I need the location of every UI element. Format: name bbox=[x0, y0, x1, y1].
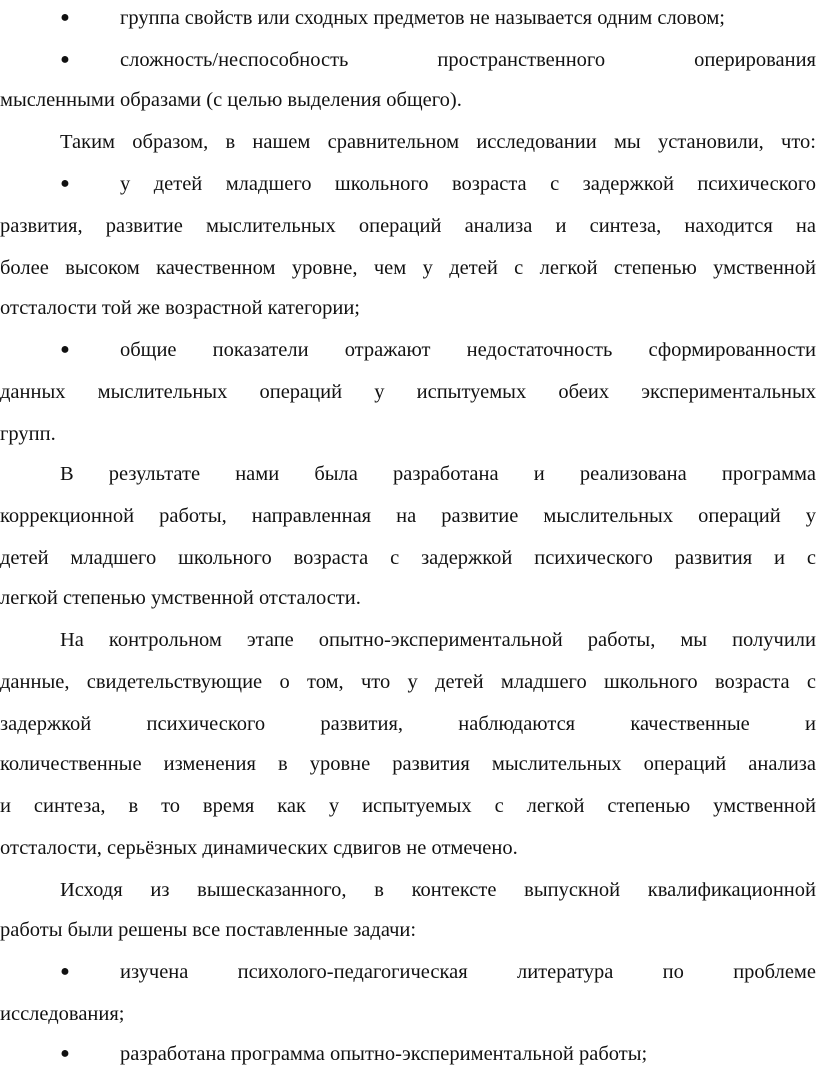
text-line bbox=[0, 538, 816, 578]
text-line bbox=[0, 288, 816, 328]
text-line bbox=[0, 496, 816, 536]
list-item bbox=[0, 40, 816, 80]
text-line bbox=[0, 828, 816, 868]
list-item-text: изучена психолого-педагогическая литература по проблеме bbox=[120, 961, 816, 983]
text-line bbox=[0, 578, 816, 618]
paragraph-line bbox=[0, 122, 816, 162]
continuation-text: и синтеза, в то время как у испытуемых с легкой степенью умственной bbox=[0, 795, 816, 817]
paragraph-line bbox=[0, 870, 816, 910]
bullet-icon: ● bbox=[60, 341, 70, 358]
continuation-text: групп. bbox=[0, 423, 56, 445]
paragraph-line bbox=[0, 620, 816, 660]
continuation-text: легкой степенью умственной отсталости. bbox=[0, 587, 361, 609]
text-line bbox=[0, 372, 816, 412]
paragraph-text: Таким образом, в нашем сравнительном исследовании мы установили, что: bbox=[60, 131, 816, 153]
text-line bbox=[0, 786, 816, 826]
continuation-text: отсталости той же возрастной категории; bbox=[0, 297, 360, 319]
paragraph-text: Исходя из вышесказанного, в контексте выпускной квалификационной bbox=[60, 879, 816, 901]
list-item bbox=[0, 330, 816, 370]
continuation-text: исследования; bbox=[0, 1003, 125, 1025]
list-item bbox=[0, 1034, 816, 1074]
continuation-text: данных мыслительных операций у испытуемых обеих экспериментальных bbox=[0, 381, 816, 403]
paragraph-text: На контрольном этапе опытно-экспериментальной работы, мы получили bbox=[60, 629, 816, 651]
text-line bbox=[0, 910, 816, 950]
continuation-text: коррекционной работы, направленная на развитие мыслительных операций у bbox=[0, 505, 816, 527]
bullet-icon: ● bbox=[60, 51, 70, 68]
text-line bbox=[0, 744, 816, 784]
continuation-text: отсталости, серьёзных динамических сдвигов не отмечено. bbox=[0, 837, 518, 859]
continuation-text: данные, свидетельствующие о том, что у детей младшего школьного возраста с bbox=[0, 671, 816, 693]
text-line bbox=[0, 248, 816, 288]
continuation-text: задержкой психического развития, наблюдаются качественные и bbox=[0, 713, 816, 735]
list-item-text: группа свойств или сходных предметов не называется одним словом; bbox=[120, 7, 726, 29]
text-line bbox=[0, 80, 816, 120]
bullet-icon: ● bbox=[60, 9, 70, 26]
continuation-text: количественные изменения в уровне развития мыслительных операций анализа bbox=[0, 753, 816, 775]
list-item bbox=[0, 952, 816, 992]
list-item bbox=[0, 0, 816, 38]
bullet-icon: ● bbox=[60, 1045, 70, 1062]
continuation-text: работы были решены все поставленные задачи: bbox=[0, 919, 417, 941]
continuation-text: детей младшего школьного возраста с задержкой психического развития и с bbox=[0, 547, 816, 569]
paragraph-line bbox=[0, 454, 816, 494]
continuation-text: развития, развитие мыслительных операций анализа и синтеза, находится на bbox=[0, 215, 816, 237]
list-item-text: разработана программа опытно-экспериментальной работы; bbox=[120, 1043, 648, 1065]
paragraph-text: В результате нами была разработана и реализована программа bbox=[60, 463, 816, 485]
list-item-text: общие показатели отражают недостаточность сформированности bbox=[120, 339, 816, 361]
continuation-text: более высоком качественном уровне, чем у детей с легкой степенью умственной bbox=[0, 257, 816, 279]
list-item bbox=[0, 164, 816, 204]
text-line bbox=[0, 662, 816, 702]
list-item-text: сложность/неспособность пространственного оперирования bbox=[120, 49, 816, 71]
bullet-icon: ● bbox=[60, 175, 70, 192]
continuation-text: мысленными образами (с целью выделения общего). bbox=[0, 89, 462, 111]
text-line bbox=[0, 994, 816, 1034]
bullet-icon: ● bbox=[60, 963, 70, 980]
text-line bbox=[0, 414, 816, 454]
list-item-text: у детей младшего школьного возраста с задержкой психического bbox=[120, 173, 816, 195]
text-line bbox=[0, 206, 816, 246]
text-line bbox=[0, 704, 816, 744]
